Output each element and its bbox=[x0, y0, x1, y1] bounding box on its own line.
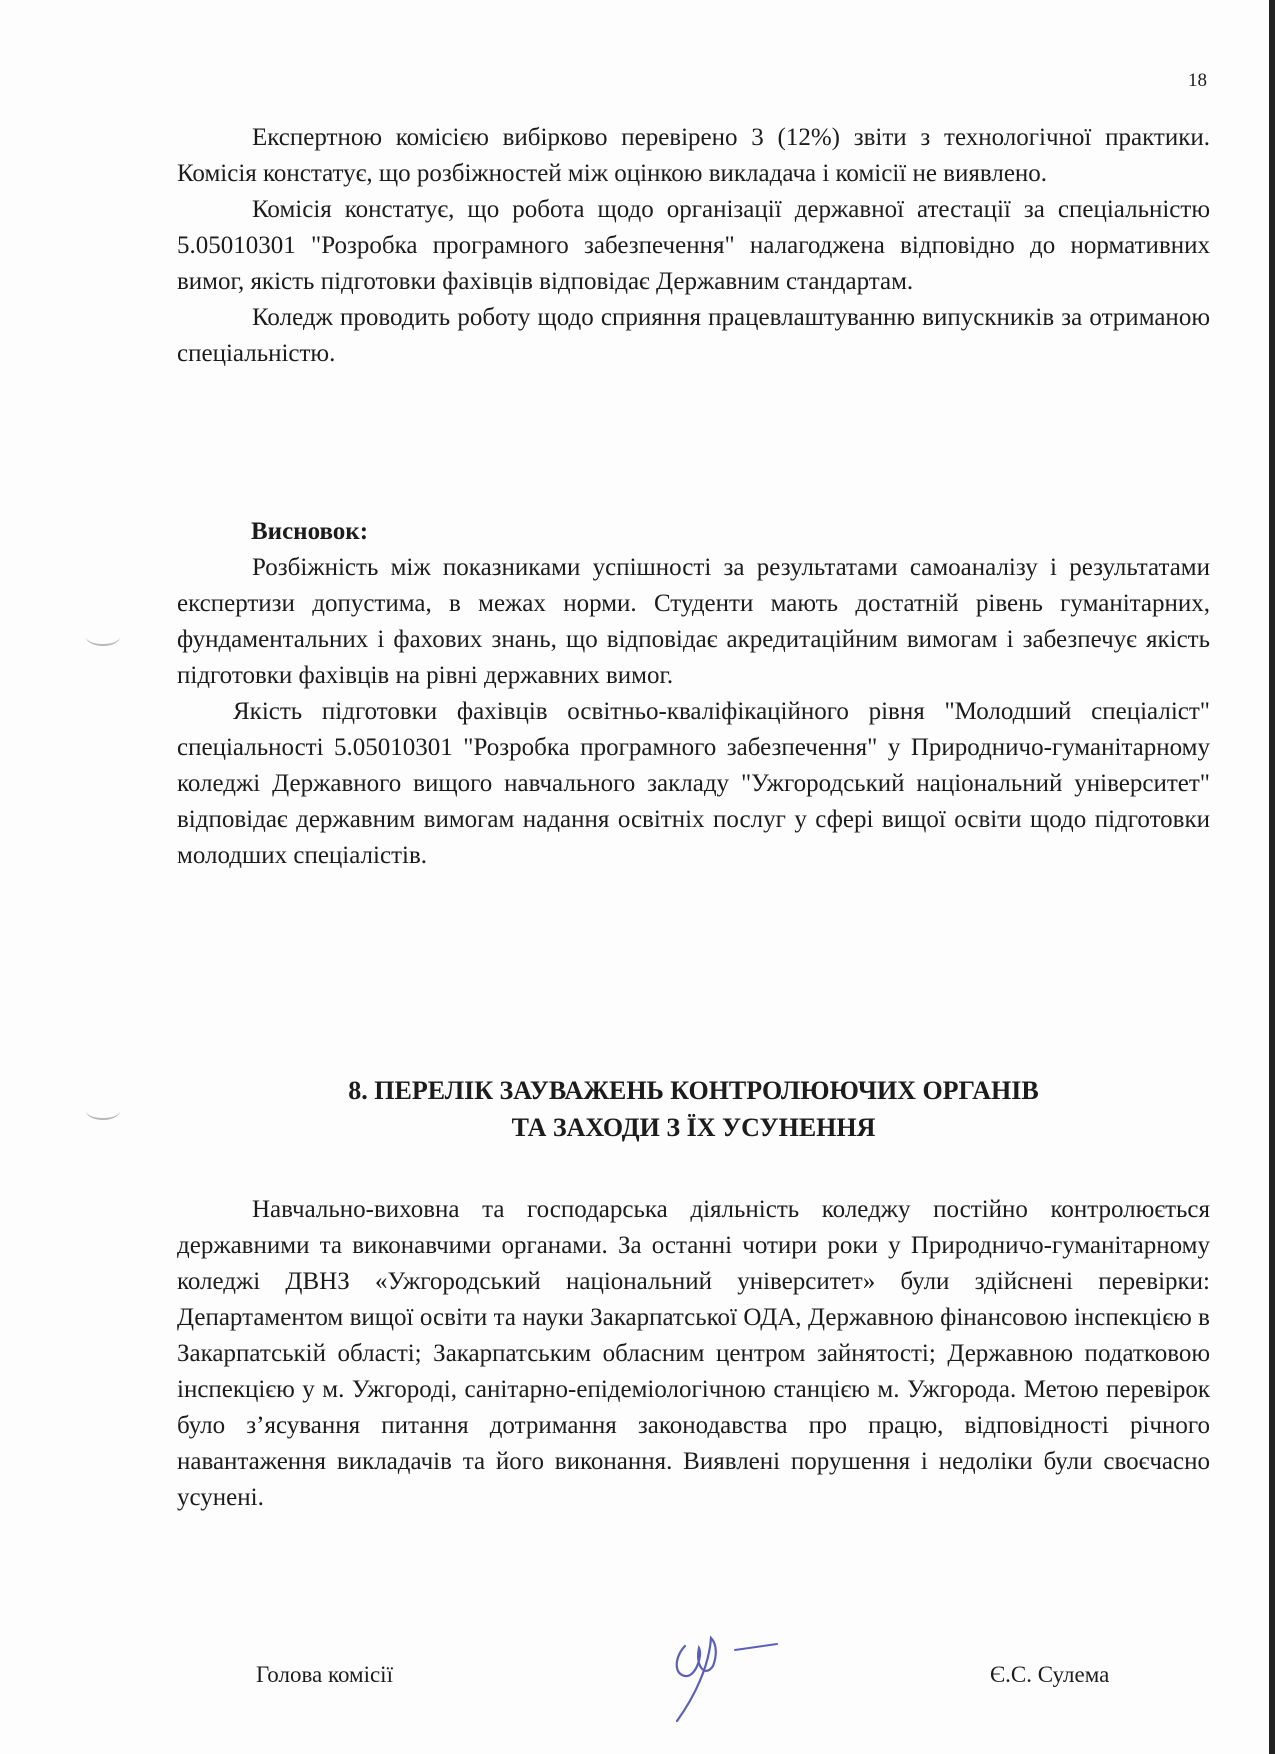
section-8-body bbox=[177, 1192, 1210, 1516]
commission-head-name: Є.С. Сулема bbox=[990, 1662, 1110, 1687]
punch-hole bbox=[86, 1102, 120, 1120]
section-title-line: 8. ПЕРЕЛІК ЗАУВАЖЕНЬ КОНТРОЛЮЮЧИХ ОРГАНІВ bbox=[348, 1076, 1039, 1105]
conclusion-heading: Висновок: bbox=[251, 518, 369, 545]
paragraph: Експертною комісією вибірково перевірено 3 (12%) звіти з технологічної практики. Комісія констатує, що розбіжностей між оцінкою викладача і комісії не виявлено. bbox=[177, 124, 1210, 187]
paragraph: Коледж проводить роботу щодо сприяння працевлаштуванню випускників за отриманою спеціальністю. bbox=[177, 304, 1210, 367]
page-number: 18 bbox=[1188, 70, 1207, 91]
section-heading bbox=[177, 1072, 1210, 1147]
commission-head-label: Голова комісії bbox=[256, 1662, 393, 1687]
scan-edge bbox=[1269, 0, 1275, 1754]
signature-image bbox=[665, 1626, 795, 1726]
section-title-line: ТА ЗАХОДИ З ЇХ УСУНЕННЯ bbox=[511, 1113, 876, 1143]
punch-hole bbox=[86, 628, 120, 646]
paragraph: Розбіжність між показниками успішності за результатами самоаналізу і результатами експертизи допустима, в межах норми. Студенти мають достатній рівень гуманітарних, фундаментальних і фахових знань, що відповідає акредитаційним вимогам і забезпечує якість підготовки фахівців на рівні державних вимог. bbox=[177, 554, 1210, 689]
paragraph: Якість підготовки фахівців освітньо-кваліфікаційного рівня "Молодший спеціаліст" спеціальності 5.05010301 "Розробка програмного забезпечення" у Природничо-гуманітарному коледжі Державного вищого навчального закладу "Ужгородський національний університет" відповідає державним вимогам надання освітніх послуг у сфері вищої освіти щодо підготовки молодших спеціалістів. bbox=[177, 698, 1210, 869]
paragraph: Навчально-виховна та господарська діяльність коледжу постійно контролюється державними та виконавчими органами. За останні чотири роки у Природничо-гуманітарному коледжі ДВНЗ «Ужгородський національний університет» були здійснені перевірки: Департаментом вищої освіти та науки Закарпатської ОДА, Державною фінансовою інспекцією в Закарпатській області; Закарпатським обласним центром зайнятості; Державною податковою інспекцією у м. Ужгороді, санітарно-епідеміологічною станцією м. Ужгорода. Метою перевірок було з’ясування питання дотримання законодавства про працю, відповідності річного навантаження викладачів та його виконання. Виявлені порушення і недоліки були своєчасно усунені. bbox=[177, 1196, 1210, 1511]
paragraph: Комісія констатує, що робота щодо організації державної атестації за спеціальністю 5.05010301 "Розробка програмного забезпечення" налагоджена відповідно до нормативних вимог, якість підготовки фахівців відповідає Державним стандартам. bbox=[177, 196, 1210, 295]
text-block-1 bbox=[177, 120, 1210, 372]
conclusion-block bbox=[177, 514, 1210, 874]
